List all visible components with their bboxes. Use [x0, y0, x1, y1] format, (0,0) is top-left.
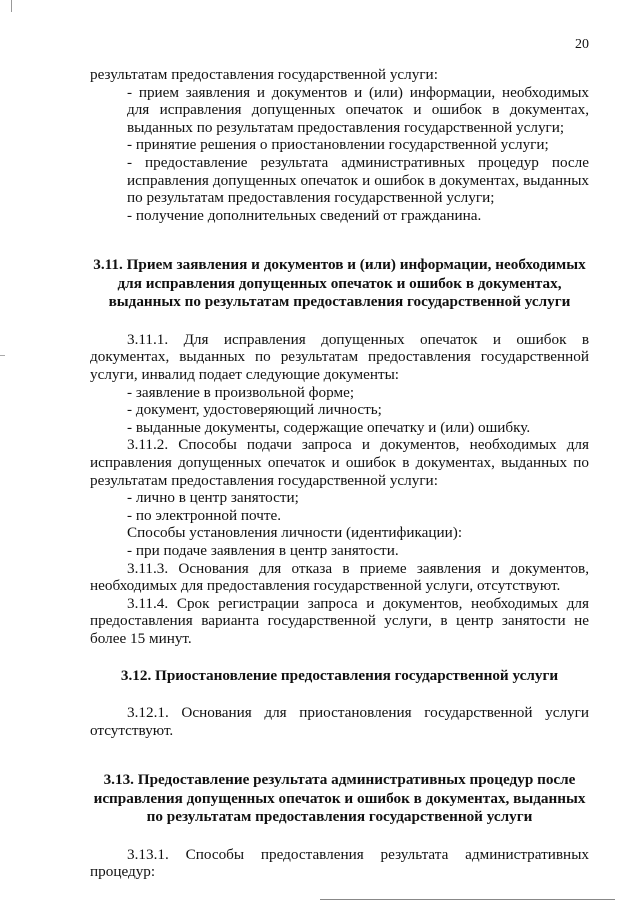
list-item: - документ, удостоверяющий личность;	[127, 401, 382, 419]
page-number: 20	[575, 37, 589, 52]
intro-item: - принятие решения о приостановлении государственной услуги;	[127, 136, 549, 154]
identification-label: Способы установления личности (идентификации):	[127, 524, 463, 542]
paragraph-3-12-1: 3.12.1. Основания для приостановления государственной услуги отсутствуют.	[90, 704, 589, 739]
list-item: - заявление в произвольной форме;	[127, 383, 355, 401]
list-item: - по электронной почте.	[127, 506, 282, 524]
section-heading-3-12: 3.12. Приостановление предоставления государственной услуги	[120, 666, 559, 684]
bottom-rule	[320, 899, 615, 900]
paragraph-3-11-2: 3.11.2. Способы подачи запроса и документов, необходимых для исправления допущенных опечаток и ошибок в документах, выданных по результатам предоставления государственной услуги:	[90, 436, 589, 489]
intro-item: - предоставление результата административных процедур после исправления допущенных опечаток и ошибок в документах, выданных по результатам предоставления государственной услуги;	[127, 153, 589, 207]
scan-edge-mark	[11, 0, 12, 12]
paragraph-3-11-3: 3.11.3. Основания для отказа в приеме заявления и документов, необходимых для предоставления государственной услуги, отсутствуют.	[90, 559, 589, 595]
paragraph-3-11-4: 3.11.4. Срок регистрации запроса и документов, необходимых для предоставления варианта государственной услуги, в центр занятости не более 15 минут.	[90, 594, 589, 647]
section-heading-3-13: 3.13. Предоставление результата административных процедур после исправления допущенных опечаток и ошибок в документах, выданных по результатам предоставления государственной услуги	[93, 771, 586, 826]
scan-edge-mark	[0, 355, 5, 356]
intro-item: - прием заявления и документов и (или) информации, необходимых для исправления допущенных опечаток и ошибок в документах, выданных по результатам предоставления государственной услуги;	[127, 83, 589, 136]
list-item: - при подаче заявления в центр занятости.	[127, 541, 399, 559]
section-heading-3-11: 3.11. Прием заявления и документов и (или) информации, необходимых для исправления допущенных опечаток и ошибок в документах, выданных по результатам предоставления государственной услуги	[93, 256, 586, 311]
list-item: - лично в центр занятости;	[127, 489, 299, 507]
list-item: - выданные документы, содержащие опечатку и (или) ошибку.	[127, 418, 531, 436]
intro-line: результатам предоставления государственной услуги:	[90, 66, 438, 83]
page-content	[90, 66, 589, 881]
paragraph-3-13-1: 3.13.1. Способы предоставления результата административных процедур:	[90, 845, 589, 881]
intro-item: - получение дополнительных сведений от гражданина.	[127, 206, 482, 224]
paragraph-3-11-1: 3.11.1. Для исправления допущенных опечаток и ошибок в документах, выданных по результатам предоставления государственной услуги, инвалид подает следующие документы:	[90, 330, 589, 384]
